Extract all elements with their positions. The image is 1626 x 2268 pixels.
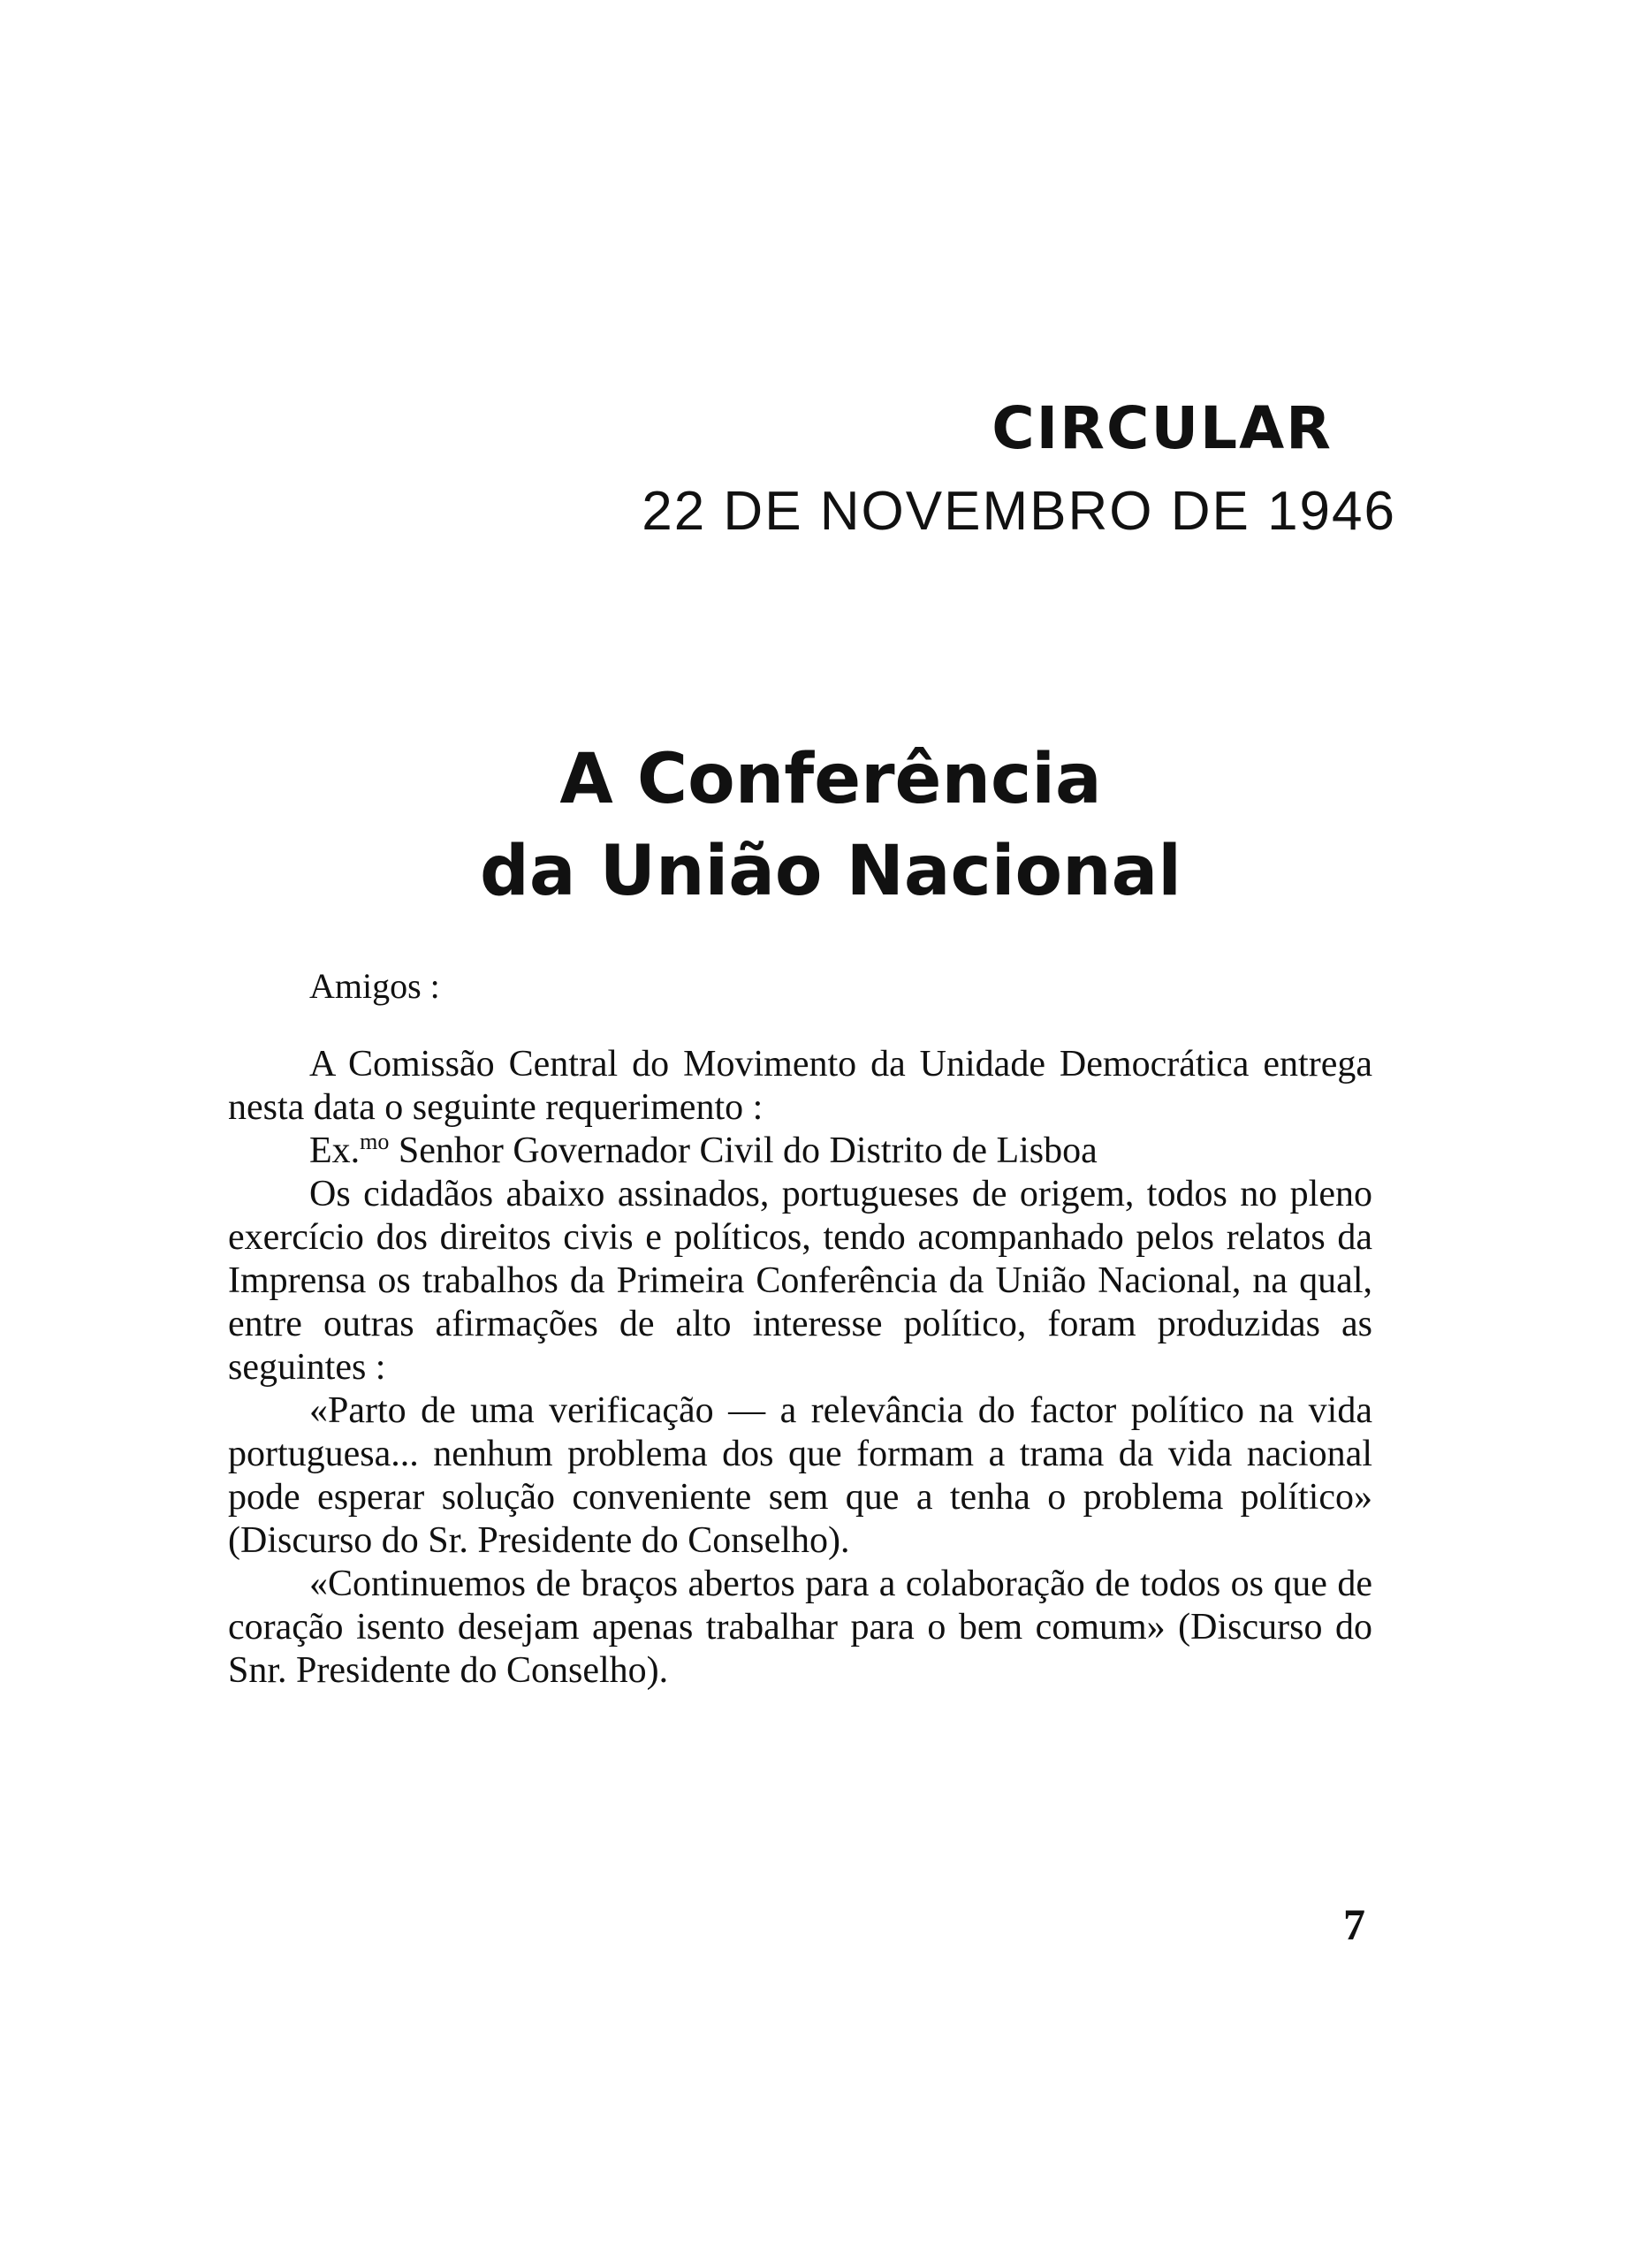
header-block <box>642 394 1396 542</box>
address-rest: Senhor Governador Civil do Distrito de Lisboa <box>389 1130 1098 1171</box>
address-superscript: mo <box>360 1129 390 1154</box>
body-text <box>228 1043 1372 1693</box>
petition-paragraph: Os cidadãos abaixo assinados, portugueses de origem, todos no pleno exercício dos direitos civis e políticos, tendo acompanhado pelos relatos da Imprensa os trabalhos da Primeira Conferência da União Nacional, na qual, entre outras afirmações de alto interesse político, foram produzidas as seguintes : <box>228 1174 1372 1388</box>
quote-paragraph-2: «Continuemos de braços abertos para a colaboração de todos os que de coração isento desejam apenas trabalhar para o bem comum» (Discurso do Snr. Presidente do Conselho). <box>228 1564 1372 1691</box>
document-title <box>477 734 1184 917</box>
intro-paragraph: A Comissão Central do Movimento da Unidade Democrática entrega nesta data o seguinte requerimento : <box>228 1044 1372 1128</box>
page-number: 7 <box>1343 1899 1365 1949</box>
greeting: Amigos : <box>309 966 440 1006</box>
title-line-2: da União Nacional <box>480 832 1182 911</box>
circular-label: CIRCULAR <box>992 394 1333 462</box>
quote-paragraph-1: «Parto de uma verificação — a relevância do factor político na vida portuguesa... nenhum problema dos que formam a trama da vida nacional pode esperar solução conveniente sem que a tenha o problema político» (Discurso do Sr. Presidente do Conselho). <box>228 1390 1372 1561</box>
address-line <box>228 1130 1372 1173</box>
title-line-1: A Conferência <box>559 740 1102 819</box>
address-prefix: Ex. <box>309 1130 361 1171</box>
circular-date: 22 DE NOVEMBRO DE 1946 <box>642 481 1396 542</box>
